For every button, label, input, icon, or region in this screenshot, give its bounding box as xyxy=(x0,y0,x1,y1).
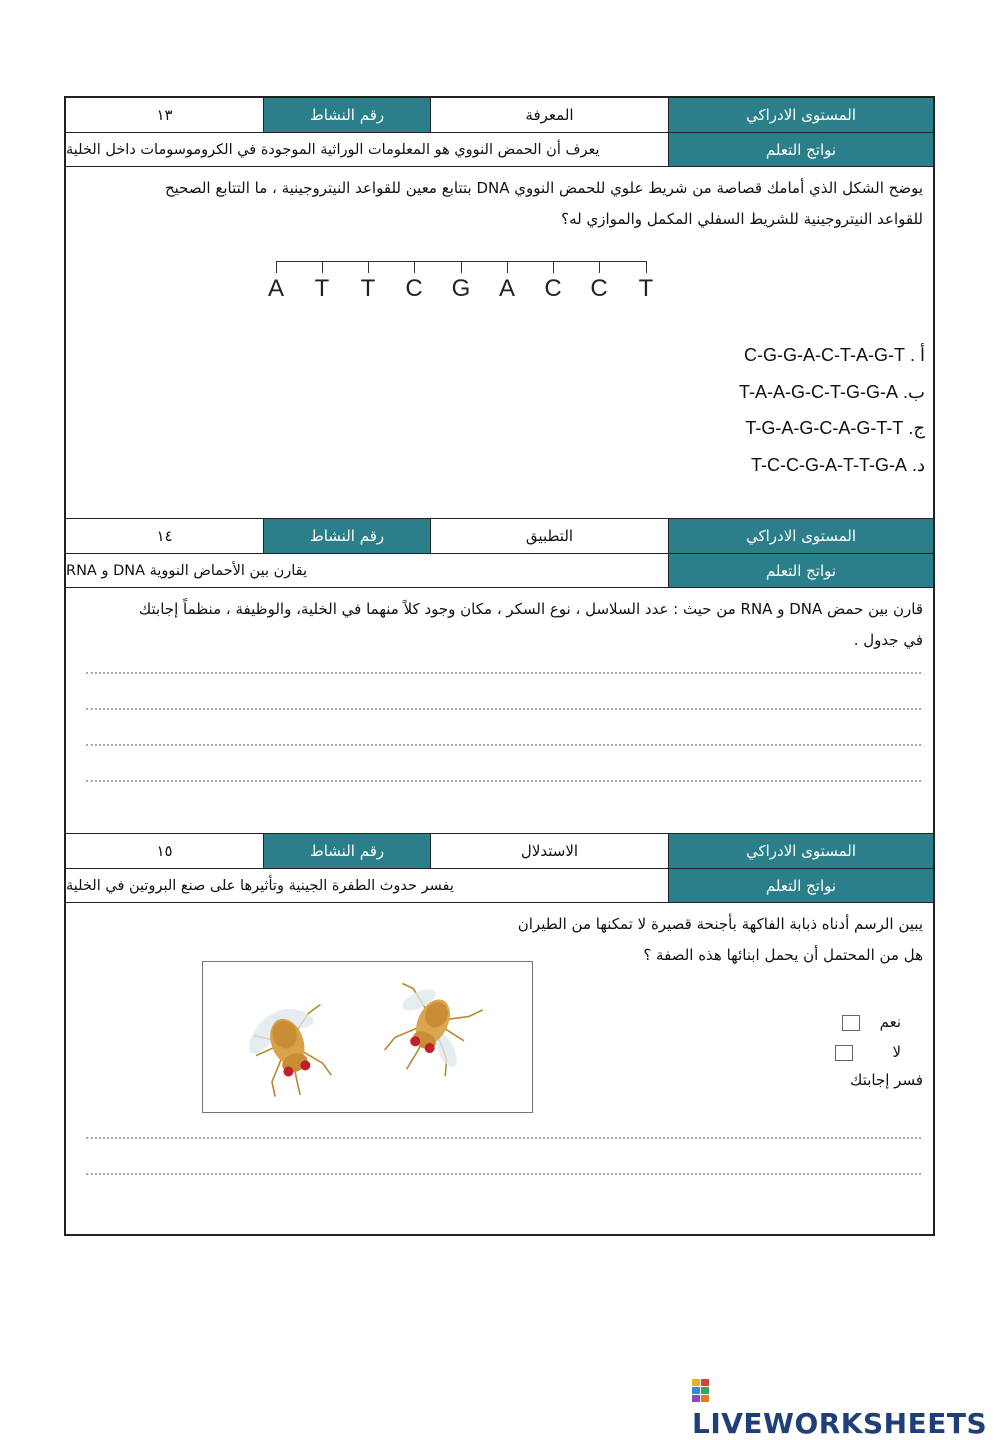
level-value: المعرفة xyxy=(430,98,668,132)
activity-15-body xyxy=(66,903,933,1234)
activity-number-label: رقم النشاط xyxy=(263,834,430,868)
checkbox[interactable] xyxy=(842,1015,860,1031)
answer-line[interactable] xyxy=(86,1119,921,1139)
question-line: هل من المحتمل أن يحمل ابنائها هذه الصفة ؟ xyxy=(643,946,923,964)
answer-line[interactable] xyxy=(86,656,921,674)
answer-line[interactable] xyxy=(86,674,921,710)
dna-base: T xyxy=(314,275,330,302)
choices xyxy=(835,1007,901,1067)
dna-base: A xyxy=(498,275,515,302)
activity-number: ١٤ xyxy=(156,527,173,545)
dna-base: C xyxy=(405,275,423,302)
activity-14-header xyxy=(66,519,933,554)
outcome-label: نواتج التعلم xyxy=(668,554,933,587)
logo-icon xyxy=(692,1379,710,1403)
option-d[interactable]: د. T-C-C-G-A-T-T-G-A xyxy=(750,454,925,475)
dna-base: T xyxy=(638,275,654,302)
level-label: المستوى الادراكي xyxy=(668,834,933,868)
question-line: للقواعد النيتروجينية للشريط السفلي المكمل والموازي له؟ xyxy=(561,210,923,228)
answer-line[interactable] xyxy=(86,710,921,746)
outcome-text: يقارن بين الأحماض النووية DNA و RNA xyxy=(66,562,308,579)
choice-no[interactable]: لا xyxy=(835,1037,901,1067)
level-value: الاستدلال xyxy=(430,834,668,868)
dna-base: G xyxy=(451,275,471,302)
question-line: في جدول . xyxy=(853,631,923,649)
dna-base: A xyxy=(267,275,284,302)
level-label: المستوى الادراكي xyxy=(668,98,933,132)
dna-base: T xyxy=(360,275,376,302)
option-c[interactable]: ج. T-G-A-G-C-A-G-T-T xyxy=(745,418,925,438)
activity-13-header xyxy=(66,98,933,133)
outcome-text: يفسر حدوث الطفرة الجينية وتأثيرها على صنع البروتين في الخلية xyxy=(66,877,454,894)
outcome-text: يعرف أن الحمض النووي هو المعلومات الوراثية الموجودة في الكروموسومات داخل الخلية xyxy=(66,141,600,158)
activity-number-label: رقم النشاط xyxy=(263,98,430,132)
worksheet xyxy=(64,96,935,1236)
liveworksheets-logo: LIVEWORKSHEETS xyxy=(692,1374,1000,1440)
dna-strand xyxy=(261,257,671,317)
activity-15-header xyxy=(66,834,933,869)
outcome-label: نواتج التعلم xyxy=(668,133,933,166)
answer-line[interactable] xyxy=(86,1139,921,1175)
level-label: المستوى الادراكي xyxy=(668,519,933,553)
option-a[interactable]: أ . C-G-G-A-C-T-A-G-T xyxy=(744,345,925,365)
activity-number: ١٣ xyxy=(156,106,173,124)
activity-14-body xyxy=(66,588,933,834)
level-value: التطبيق xyxy=(430,519,668,553)
activity-number-label: رقم النشاط xyxy=(263,519,430,553)
choice-yes[interactable]: نعم xyxy=(835,1007,901,1037)
activity-13-outcome xyxy=(66,133,933,167)
fruit-fly-illustration xyxy=(203,962,532,1112)
activity-14-outcome xyxy=(66,554,933,588)
activity-13-body xyxy=(66,167,933,519)
question-line: قارن بين حمض DNA و RNA من حيث : عدد السلاسل ، نوع السكر ، مكان وجود كلاً منهما في الخلية، والوظيفة ، منظماً إجابتك xyxy=(138,600,923,618)
dna-base: C xyxy=(544,275,562,302)
answer-line[interactable] xyxy=(86,746,921,782)
explain-label: فسر إجابتك xyxy=(850,1071,923,1089)
fruit-fly-image xyxy=(202,961,533,1113)
answer-options xyxy=(739,337,925,483)
option-b[interactable]: ب. T-A-A-G-C-T-G-G-A xyxy=(739,381,925,402)
outcome-label: نواتج التعلم xyxy=(668,869,933,902)
checkbox[interactable] xyxy=(835,1045,853,1061)
activity-number: ١٥ xyxy=(156,842,173,860)
question-line: يوضح الشكل الذي أمامك قصاصة من شريط علوي للحمض النووي DNA بتتابع معين للقواعد النيتروجينية ، ما التتابع الصحيح xyxy=(164,179,923,197)
question-line: يبين الرسم أدناه ذبابة الفاكهة بأجنحة قصيرة لا تمكنها من الطيران xyxy=(517,915,923,933)
dna-base: C xyxy=(590,275,608,302)
activity-15-outcome xyxy=(66,869,933,903)
